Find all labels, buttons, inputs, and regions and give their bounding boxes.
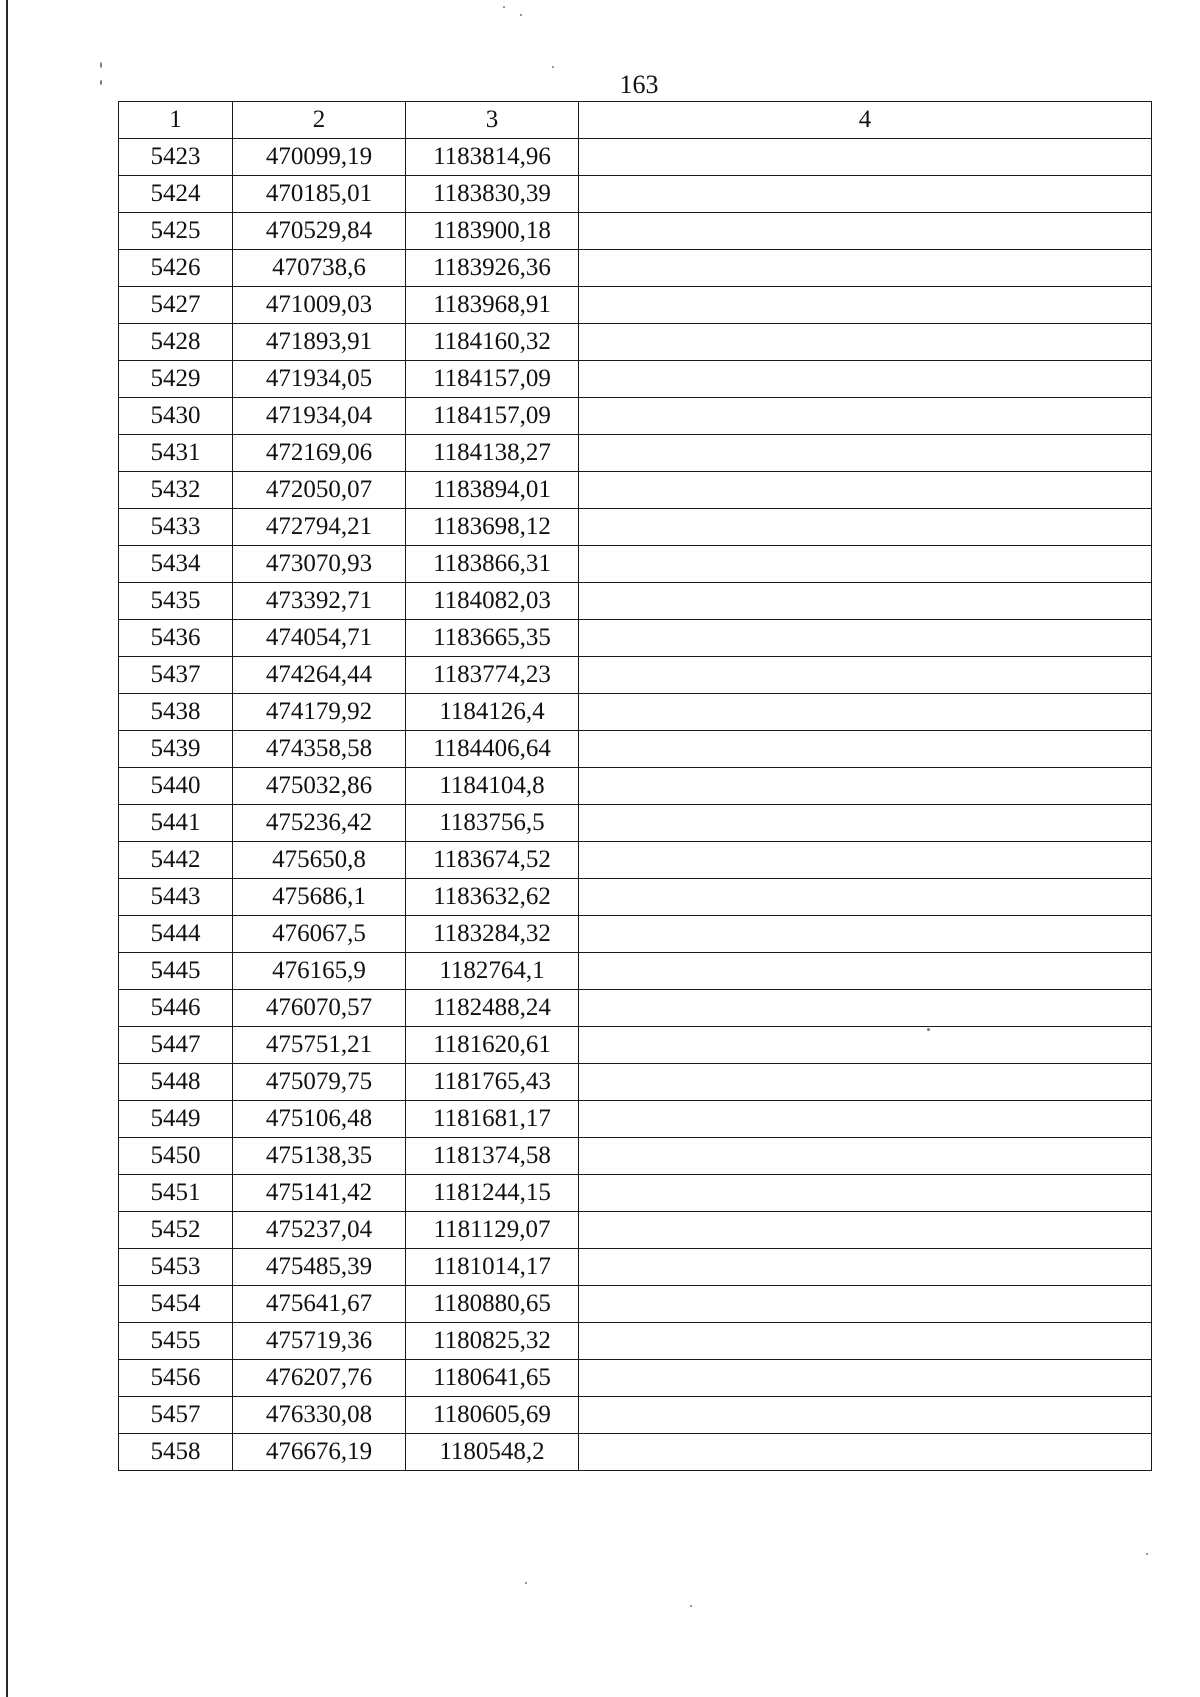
- cell-description: [579, 398, 1152, 435]
- table-row: [119, 916, 1152, 953]
- cell-point-number: 5433: [119, 509, 233, 546]
- table-row: [119, 1397, 1152, 1434]
- table-row: [119, 509, 1152, 546]
- table-row: [119, 250, 1152, 287]
- table-row: [119, 1027, 1152, 1064]
- cell-coord-y: 1183830,39: [406, 176, 579, 213]
- cell-coord-x: 475032,86: [233, 768, 406, 805]
- cell-coord-x: 472794,21: [233, 509, 406, 546]
- cell-coord-y: 1181374,58: [406, 1138, 579, 1175]
- cell-coord-y: 1182764,1: [406, 953, 579, 990]
- cell-coord-y: 1181765,43: [406, 1064, 579, 1101]
- cell-coord-y: 1182488,24: [406, 990, 579, 1027]
- cell-coord-y: 1183756,5: [406, 805, 579, 842]
- table-row: [119, 1360, 1152, 1397]
- cell-coord-x: 471934,05: [233, 361, 406, 398]
- header-col-4: 4: [579, 102, 1152, 139]
- cell-coord-y: 1180825,32: [406, 1323, 579, 1360]
- table-row: [119, 435, 1152, 472]
- table-row: [119, 842, 1152, 879]
- cell-coord-y: 1184126,4: [406, 694, 579, 731]
- table-row: [119, 546, 1152, 583]
- scan-speck: [1146, 1553, 1148, 1555]
- cell-coord-y: 1181014,17: [406, 1249, 579, 1286]
- cell-coord-x: 476070,57: [233, 990, 406, 1027]
- header-col-3: 3: [406, 102, 579, 139]
- cell-point-number: 5430: [119, 398, 233, 435]
- cell-coord-x: 471934,04: [233, 398, 406, 435]
- cell-description: [579, 879, 1152, 916]
- cell-coord-x: 475686,1: [233, 879, 406, 916]
- cell-description: [579, 139, 1152, 176]
- cell-description: [579, 472, 1152, 509]
- cell-description: [579, 1027, 1152, 1064]
- cell-coord-y: 1183894,01: [406, 472, 579, 509]
- cell-coord-y: 1184160,32: [406, 324, 579, 361]
- cell-point-number: 5448: [119, 1064, 233, 1101]
- table-row: [119, 694, 1152, 731]
- cell-coord-y: 1180605,69: [406, 1397, 579, 1434]
- cell-coord-y: 1183632,62: [406, 879, 579, 916]
- cell-point-number: 5453: [119, 1249, 233, 1286]
- cell-coord-y: 1183284,32: [406, 916, 579, 953]
- table-row: [119, 1323, 1152, 1360]
- cell-point-number: 5449: [119, 1101, 233, 1138]
- cell-description: [579, 1101, 1152, 1138]
- cell-coord-y: 1183674,52: [406, 842, 579, 879]
- cell-point-number: 5428: [119, 324, 233, 361]
- cell-coord-x: 470738,6: [233, 250, 406, 287]
- cell-point-number: 5425: [119, 213, 233, 250]
- cell-coord-y: 1183814,96: [406, 139, 579, 176]
- cell-description: [579, 287, 1152, 324]
- cell-coord-x: 473070,93: [233, 546, 406, 583]
- cell-coord-x: 474054,71: [233, 620, 406, 657]
- cell-description: [579, 1397, 1152, 1434]
- table-row: [119, 1249, 1152, 1286]
- table-row: [119, 1138, 1152, 1175]
- cell-point-number: 5431: [119, 435, 233, 472]
- cell-coord-x: 470099,19: [233, 139, 406, 176]
- cell-coord-y: 1184104,8: [406, 768, 579, 805]
- table-row: [119, 472, 1152, 509]
- scan-speck: [552, 66, 554, 68]
- cell-coord-x: 475641,67: [233, 1286, 406, 1323]
- cell-coord-y: 1180548,2: [406, 1434, 579, 1471]
- cell-coord-y: 1183926,36: [406, 250, 579, 287]
- table-row: [119, 324, 1152, 361]
- cell-coord-x: 475141,42: [233, 1175, 406, 1212]
- table-row: [119, 731, 1152, 768]
- cell-coord-y: 1183866,31: [406, 546, 579, 583]
- table-row: [119, 139, 1152, 176]
- cell-description: [579, 1434, 1152, 1471]
- cell-point-number: 5439: [119, 731, 233, 768]
- cell-description: [579, 1064, 1152, 1101]
- cell-coord-y: 1180641,65: [406, 1360, 579, 1397]
- cell-coord-x: 474179,92: [233, 694, 406, 731]
- cell-coord-y: 1184082,03: [406, 583, 579, 620]
- table-row: [119, 1212, 1152, 1249]
- cell-description: [579, 1212, 1152, 1249]
- cell-point-number: 5442: [119, 842, 233, 879]
- scan-left-edge: [6, 0, 8, 1697]
- cell-point-number: 5454: [119, 1286, 233, 1323]
- cell-coord-x: 476676,19: [233, 1434, 406, 1471]
- cell-coord-x: 475650,8: [233, 842, 406, 879]
- scan-speck: [525, 1582, 527, 1584]
- cell-coord-x: 476165,9: [233, 953, 406, 990]
- table-row: [119, 990, 1152, 1027]
- cell-point-number: 5441: [119, 805, 233, 842]
- cell-point-number: 5456: [119, 1360, 233, 1397]
- cell-coord-y: 1183900,18: [406, 213, 579, 250]
- cell-point-number: 5423: [119, 139, 233, 176]
- cell-point-number: 5429: [119, 361, 233, 398]
- table-row: [119, 583, 1152, 620]
- table-row: [119, 1286, 1152, 1323]
- table-row: [119, 620, 1152, 657]
- coordinates-table: [118, 101, 1152, 1471]
- cell-description: [579, 620, 1152, 657]
- scan-speck: [100, 62, 102, 68]
- cell-description: [579, 435, 1152, 472]
- table-row: [119, 213, 1152, 250]
- cell-coord-x: 475719,36: [233, 1323, 406, 1360]
- cell-description: [579, 805, 1152, 842]
- cell-description: [579, 1175, 1152, 1212]
- table-body: [119, 139, 1152, 1471]
- cell-description: [579, 1249, 1152, 1286]
- cell-description: [579, 176, 1152, 213]
- cell-coord-y: 1181681,17: [406, 1101, 579, 1138]
- cell-point-number: 5455: [119, 1323, 233, 1360]
- cell-description: [579, 213, 1152, 250]
- table-row: [119, 1175, 1152, 1212]
- cell-point-number: 5446: [119, 990, 233, 1027]
- cell-description: [579, 1138, 1152, 1175]
- cell-coord-x: 475751,21: [233, 1027, 406, 1064]
- cell-coord-y: 1183774,23: [406, 657, 579, 694]
- cell-coord-y: 1183665,35: [406, 620, 579, 657]
- cell-coord-y: 1183698,12: [406, 509, 579, 546]
- cell-description: [579, 546, 1152, 583]
- cell-point-number: 5434: [119, 546, 233, 583]
- cell-point-number: 5436: [119, 620, 233, 657]
- header-col-1: 1: [119, 102, 233, 139]
- page-number: 163: [619, 70, 659, 99]
- cell-coord-y: 1181129,07: [406, 1212, 579, 1249]
- cell-coord-x: 470185,01: [233, 176, 406, 213]
- cell-point-number: 5458: [119, 1434, 233, 1471]
- cell-point-number: 5445: [119, 953, 233, 990]
- cell-description: [579, 324, 1152, 361]
- cell-point-number: 5444: [119, 916, 233, 953]
- cell-coord-y: 1184157,09: [406, 361, 579, 398]
- cell-coord-x: 470529,84: [233, 213, 406, 250]
- table-row: [119, 805, 1152, 842]
- cell-coord-x: 475485,39: [233, 1249, 406, 1286]
- cell-coord-x: 471893,91: [233, 324, 406, 361]
- cell-description: [579, 731, 1152, 768]
- cell-point-number: 5447: [119, 1027, 233, 1064]
- cell-point-number: 5457: [119, 1397, 233, 1434]
- cell-description: [579, 583, 1152, 620]
- scan-speck: [520, 14, 522, 16]
- scan-speck: [100, 80, 102, 85]
- cell-coord-x: 473392,71: [233, 583, 406, 620]
- cell-coord-x: 475237,04: [233, 1212, 406, 1249]
- cell-point-number: 5443: [119, 879, 233, 916]
- cell-description: [579, 916, 1152, 953]
- cell-description: [579, 768, 1152, 805]
- cell-description: [579, 361, 1152, 398]
- cell-description: [579, 657, 1152, 694]
- cell-point-number: 5426: [119, 250, 233, 287]
- cell-coord-y: 1183968,91: [406, 287, 579, 324]
- cell-point-number: 5440: [119, 768, 233, 805]
- table-row: [119, 176, 1152, 213]
- cell-description: [579, 953, 1152, 990]
- table-row: [119, 1064, 1152, 1101]
- cell-coord-y: 1180880,65: [406, 1286, 579, 1323]
- cell-coord-x: 475106,48: [233, 1101, 406, 1138]
- cell-coord-y: 1181244,15: [406, 1175, 579, 1212]
- table-row: [119, 361, 1152, 398]
- table-row: [119, 287, 1152, 324]
- cell-point-number: 5424: [119, 176, 233, 213]
- table-row: [119, 398, 1152, 435]
- scan-speck: [690, 1605, 692, 1607]
- scan-speck: [503, 6, 505, 8]
- cell-coord-x: 476330,08: [233, 1397, 406, 1434]
- cell-coord-x: 475138,35: [233, 1138, 406, 1175]
- cell-coord-y: 1184406,64: [406, 731, 579, 768]
- table-row: [119, 879, 1152, 916]
- header-col-2: 2: [233, 102, 406, 139]
- cell-coord-x: 472169,06: [233, 435, 406, 472]
- cell-coord-x: 475079,75: [233, 1064, 406, 1101]
- cell-point-number: 5451: [119, 1175, 233, 1212]
- cell-point-number: 5435: [119, 583, 233, 620]
- cell-coord-x: 476067,5: [233, 916, 406, 953]
- cell-coord-y: 1184157,09: [406, 398, 579, 435]
- cell-point-number: 5438: [119, 694, 233, 731]
- cell-coord-x: 476207,76: [233, 1360, 406, 1397]
- scan-speck: [927, 1028, 930, 1031]
- cell-point-number: 5432: [119, 472, 233, 509]
- cell-description: [579, 1286, 1152, 1323]
- cell-point-number: 5427: [119, 287, 233, 324]
- cell-coord-x: 474358,58: [233, 731, 406, 768]
- cell-coord-y: 1184138,27: [406, 435, 579, 472]
- cell-description: [579, 1323, 1152, 1360]
- table-row: [119, 768, 1152, 805]
- cell-description: [579, 694, 1152, 731]
- cell-description: [579, 990, 1152, 1027]
- header-row: [119, 102, 1152, 139]
- table-row: [119, 1101, 1152, 1138]
- cell-coord-x: 474264,44: [233, 657, 406, 694]
- cell-description: [579, 1360, 1152, 1397]
- cell-description: [579, 842, 1152, 879]
- cell-coord-x: 472050,07: [233, 472, 406, 509]
- cell-point-number: 5452: [119, 1212, 233, 1249]
- cell-coord-y: 1181620,61: [406, 1027, 579, 1064]
- table-row: [119, 1434, 1152, 1471]
- cell-description: [579, 250, 1152, 287]
- cell-point-number: 5437: [119, 657, 233, 694]
- cell-point-number: 5450: [119, 1138, 233, 1175]
- table-row: [119, 953, 1152, 990]
- cell-coord-x: 471009,03: [233, 287, 406, 324]
- cell-description: [579, 509, 1152, 546]
- table-row: [119, 657, 1152, 694]
- cell-coord-x: 475236,42: [233, 805, 406, 842]
